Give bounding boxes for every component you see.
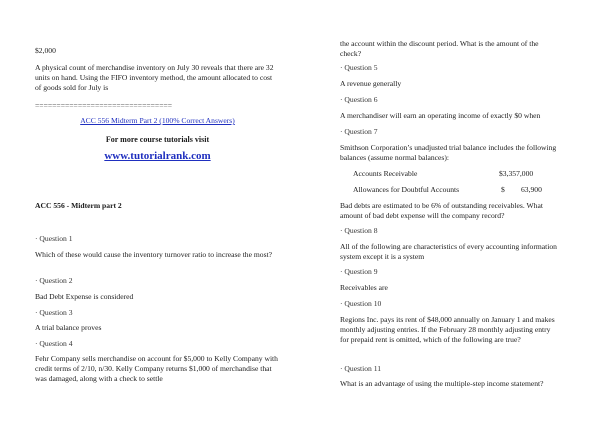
question-8-text: All of the following are characteristics of every accounting information system except it is a system [340, 242, 557, 261]
course-link[interactable] [35, 116, 280, 126]
site-link-text[interactable]: www.tutorialrank.com [104, 150, 211, 162]
question-5-label: · Question 5 [340, 63, 378, 72]
more-tutorials-text: For more course tutorials visit [105, 135, 210, 144]
question-3-label: · Question 3 [35, 308, 73, 317]
section-title: ACC 556 - Midterm part 2 [35, 201, 122, 210]
question-6-label: · Question 6 [340, 95, 378, 104]
question-3-text: A trial balance proves [35, 323, 102, 332]
question-7-followup: Bad debts are estimated to be 6% of outstanding receivables. What amount of bad debt expense will the company record? [340, 201, 543, 220]
question-10-text: Regions Inc. pays its rent of $48,000 annually on January 1 and makes monthly adjusting entries. If the February 28 monthly adjusting entry for prepaid rent is omitted, which of the following are true? [340, 315, 555, 344]
balance-row [340, 169, 558, 179]
fifo-question-text: A physical count of merchandise inventory on July 30 reveals that there are 32 units on hand. Using the FIFO inventory method, the amount allocated to cost of goods sold for July is [35, 63, 274, 92]
balance-account: Accounts Receivable [353, 169, 418, 178]
question-1-text: Which of these would cause the inventory turnover ratio to increase the most? [35, 250, 273, 259]
question-7-text: Smithson Corporation’s unadjusted trial balance includes the following balances (assume normal balances): [340, 143, 557, 162]
question-4-continued: the account within the discount period. What is the amount of the check? [340, 39, 539, 58]
balance-amount: $3,357,000 [499, 169, 534, 178]
question-8-label: · Question 8 [340, 226, 378, 235]
amount-text: $2,000 [35, 46, 56, 55]
divider-line: ================================ [35, 101, 173, 110]
question-9-label: · Question 9 [340, 267, 378, 276]
question-7-label: · Question 7 [340, 127, 378, 136]
question-4-label: · Question 4 [35, 339, 73, 348]
balance-row [340, 185, 558, 195]
question-2-text: Bad Debt Expense is considered [35, 292, 134, 301]
question-1-label: · Question 1 [35, 234, 73, 243]
site-link[interactable] [35, 151, 280, 162]
question-11-text: What is an advantage of using the multiple-step income statement? [340, 379, 544, 388]
balance-account: Allowances for Doubtful Accounts [353, 185, 460, 194]
course-link-text[interactable]: ACC 556 Midterm Part 2 (100% Correct Answers) [80, 116, 235, 125]
question-9-text: Receivables are [340, 283, 388, 292]
question-11-label: · Question 11 [340, 364, 382, 373]
balance-amount: 63,900 [521, 185, 542, 194]
question-4-text: Fehr Company sells merchandise on account for $5,000 to Kelly Company with credit terms of 2/10, n/30. Kelly Company returns $1,000 of merchandise that was damaged, along with a check to settle [35, 354, 278, 383]
question-2-label: · Question 2 [35, 276, 73, 285]
question-6-text: A merchandiser will earn an operating income of exactly $0 when [340, 111, 541, 120]
balance-currency: $ [501, 185, 505, 194]
question-5-text: A revenue generally [340, 79, 402, 88]
question-10-label: · Question 10 [340, 299, 382, 308]
